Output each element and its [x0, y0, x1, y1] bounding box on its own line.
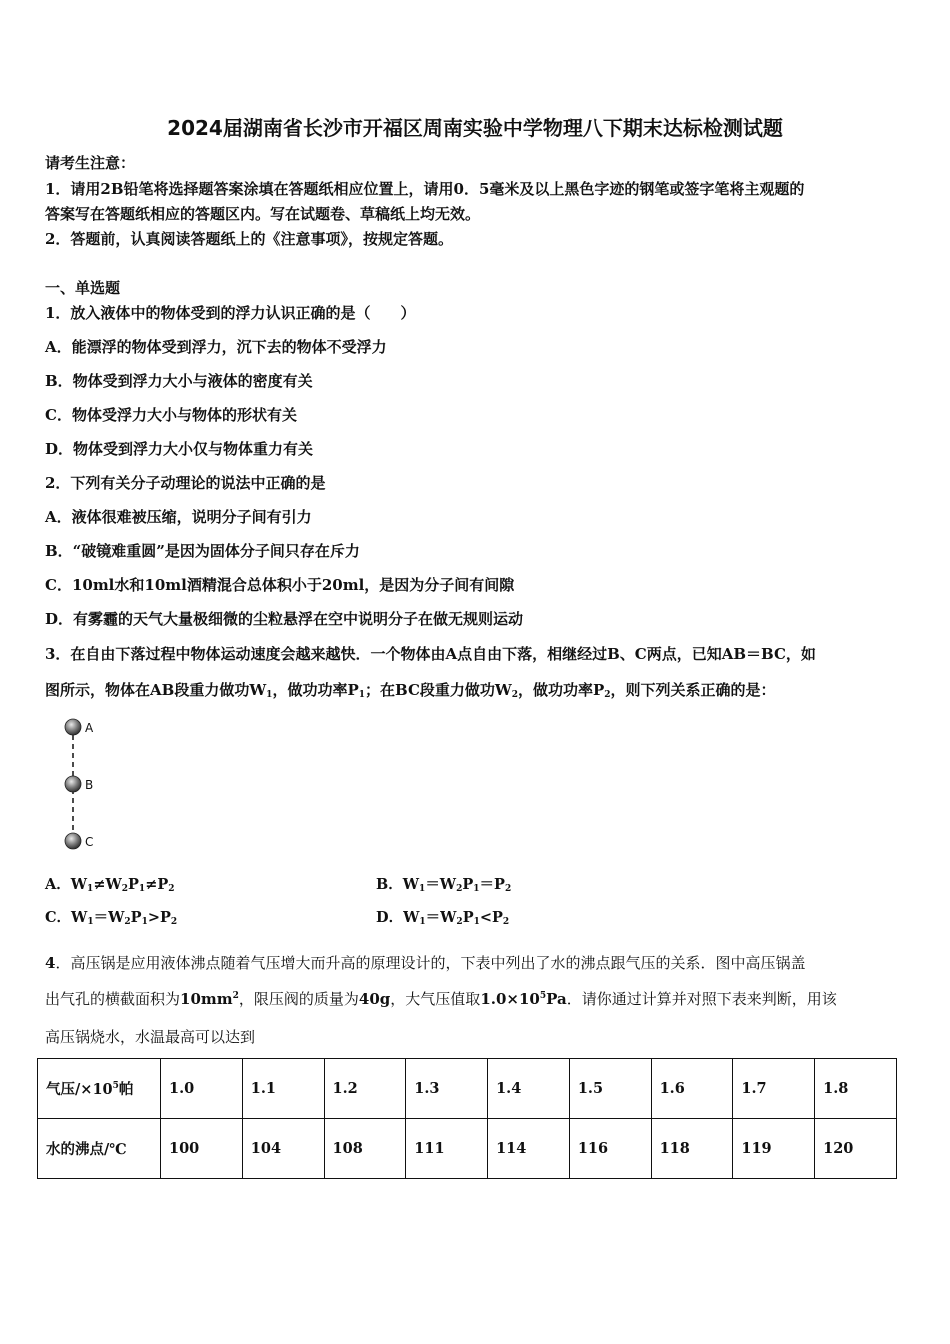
- q2-option-d: D．有雾霾的天气大量极细微的尘粒悬浮在空中说明分子在做无规则运动: [45, 610, 524, 628]
- ball-b: [65, 776, 81, 792]
- q2-stem: 2．下列有关分子动理论的说法中正确的是: [45, 474, 326, 492]
- notice-line-2: 2．答题前，认真阅读答题纸上的《注意事项》，按规定答题。: [45, 230, 453, 248]
- table-cell: 118: [651, 1119, 733, 1179]
- table-row: [38, 1119, 897, 1179]
- pressure-boiling-table: [37, 1058, 897, 1179]
- q1-option-d: D．物体受到浮力大小仅与物体重力有关: [45, 440, 314, 458]
- q3-stem-line-2: 图所示，物体在AB段重力做功$W_1$，做功功率$P_1$；在BC段重力做功$W_2$，做功功率$P_2$，则下列关系正确的是：: [45, 681, 776, 700]
- notice-line-1a: 1．请用2B铅笔将选择题答案涂填在答题纸相应位置上，请用0．5毫米及以上黑色字迹的钢笔或签字笔将主观题的: [45, 180, 805, 198]
- q3-option-b: B．$W_1=W_2P_1=P_2$: [376, 876, 512, 894]
- table-cell: 1.1: [242, 1059, 324, 1119]
- table-cell: 1.5: [569, 1059, 651, 1119]
- table-cell: 1.8: [815, 1059, 897, 1119]
- row-label-pressure: 气压$/\times 10^5$帕: [38, 1059, 161, 1119]
- q1-option-b: B．物体受到浮力大小与液体的密度有关: [45, 372, 313, 390]
- q2-option-c: C．10ml水和10ml酒精混合总体积小于20ml，是因为分子间有间隙: [45, 576, 515, 594]
- q2-option-a: A．液体很难被压缩，说明分子间有引力: [45, 508, 312, 526]
- table-cell: 1.6: [651, 1059, 733, 1119]
- table-cell: 104: [242, 1119, 324, 1179]
- ball-a: [65, 719, 81, 735]
- free-fall-figure: [55, 715, 125, 855]
- table-cell: 1.4: [488, 1059, 570, 1119]
- table-cell: 1.0: [161, 1059, 243, 1119]
- q3-stem-line-1: 3．在自由下落过程中物体运动速度会越来越快．一个物体由A点自由下落，相继经过B、C两点，已知AB＝BC，如: [45, 645, 816, 663]
- table-cell: 114: [488, 1119, 570, 1179]
- table-cell: 111: [406, 1119, 488, 1179]
- row-label-boiling: 水的沸点/℃: [38, 1119, 161, 1179]
- q4-stem-line-2: 出气孔的横截面积为$10mm^2$，限压阀的质量为40g，大气压值取$1.0\times 10^5Pa$．请你通过计算并对照下表来判断，用该: [45, 990, 837, 1008]
- table-cell: 1.3: [406, 1059, 488, 1119]
- q3-option-d: D．$W_1=W_2P_1<P_2$: [376, 909, 510, 927]
- page-title: 2024届湖南省长沙市开福区周南实验中学物理八下期末达标检测试题: [167, 116, 783, 140]
- notice-heading: 请考生注意：: [45, 154, 136, 172]
- q1-stem: 1．放入液体中的物体受到的浮力认识正确的是（ ）: [45, 304, 416, 322]
- q1-option-c: C．物体受浮力大小与物体的形状有关: [45, 406, 297, 424]
- q3-option-c: C．$W_1=W_2P_1>P_2$: [45, 909, 178, 927]
- ball-c: [65, 833, 81, 849]
- q4-stem-line-3: 高压锅烧水，水温最高可以达到: [45, 1028, 256, 1046]
- q2-option-b: B．“破镜难重圆”是因为固体分子间只存在斥力: [45, 542, 360, 560]
- table-cell: 116: [569, 1119, 651, 1179]
- table-cell: 1.2: [324, 1059, 406, 1119]
- table-cell: 1.7: [733, 1059, 815, 1119]
- q1-option-a: A．能漂浮的物体受到浮力，沉下去的物体不受浮力: [45, 338, 387, 356]
- q4-stem-line-1: 4．高压锅是应用液体沸点随着气压增大而升高的原理设计的，下表中列出了水的沸点跟气压的关系．图中高压锅盖: [45, 954, 806, 972]
- table-cell: 120: [815, 1119, 897, 1179]
- label-a: A: [85, 721, 94, 735]
- table-row: [38, 1059, 897, 1119]
- q3-option-a: A．$W_1\ne W_2P_1\ne P_2$: [45, 876, 175, 894]
- table-cell: 119: [733, 1119, 815, 1179]
- table-cell: 108: [324, 1119, 406, 1179]
- label-b: B: [85, 778, 94, 792]
- section-heading: 一、单选题: [45, 279, 121, 297]
- notice-line-1b: 答案写在答题纸相应的答题区内。写在试题卷、草稿纸上均无效。: [45, 205, 481, 223]
- label-c: C: [85, 835, 94, 849]
- table-cell: 100: [161, 1119, 243, 1179]
